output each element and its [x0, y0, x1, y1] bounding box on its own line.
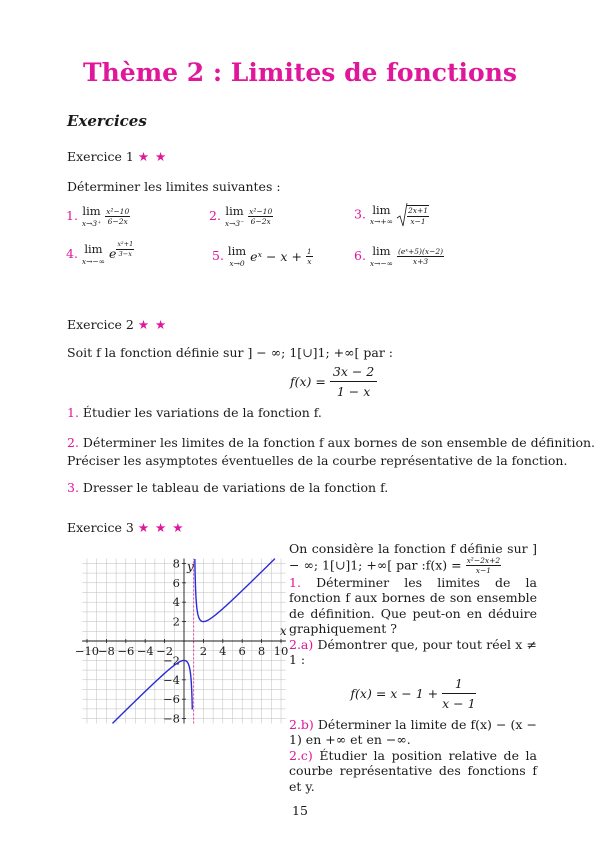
item-number: 1.	[66, 208, 78, 223]
expression: eˣ − x +	[250, 249, 302, 264]
function-graph	[62, 545, 289, 730]
exercise1-stars: ★ ★	[137, 149, 168, 164]
page-title: Thème 2 : Limites de fonctions	[83, 58, 517, 87]
y-tick-label: 4	[172, 595, 180, 610]
exercise3-title: Exercice 3	[67, 520, 134, 535]
y-axis-label: y	[187, 559, 194, 574]
exercise3-question-2a: 2.a) Démontrer que, pour tout réel x ≠ 1 :	[289, 636, 537, 667]
lim-operator: lim x→3⁻	[224, 204, 245, 228]
exercise2-title: Exercice 2	[67, 317, 134, 332]
exercise3-intro: On considère la fonction f définie sur ] − ∞; 1[∪]1; +∞[ par :f(x) = $\frac{\text{x²−2x+2}}{x-1}$	[289, 541, 537, 575]
item-number: 2.	[209, 208, 221, 223]
y-tick-label: 6	[172, 575, 180, 590]
x-tick-label: −8	[97, 644, 115, 658]
exercise1-heading	[67, 149, 167, 164]
fraction: $\frac{1}{x}$	[306, 246, 312, 266]
exponent-fraction: $\frac{\text{x²+1}}{3-x}$	[117, 240, 134, 258]
curve-branch-left	[112, 660, 192, 723]
exercise2-heading	[67, 317, 167, 332]
y-tick-label: −6	[163, 692, 180, 707]
exercise1-intro: Déterminer les limites suivantes :	[67, 179, 281, 194]
y-tick-label: 2	[172, 614, 180, 629]
exercise2-formula: f(x) = $\frac{3x - 2}{1 - x}$	[290, 364, 377, 399]
exp-base: e	[108, 246, 117, 261]
x-tick-label: 8	[257, 644, 266, 658]
lim-operator: lim x→3⁺	[81, 204, 102, 228]
x-tick-label: 10	[273, 644, 289, 658]
limit-item-3	[354, 203, 429, 227]
lim-operator: lim x→+∞	[369, 202, 393, 226]
exercise3-question-2c: 2.c) Étudier la position relative de la courbe représentative des fonctions f et y.	[289, 747, 537, 794]
exercise2-question-1: 1. Étudier les variations de la fonction f.	[67, 405, 322, 420]
x-tick-label: 4	[219, 644, 227, 658]
x-tick-label: −10	[74, 644, 100, 658]
item-number: 5.	[212, 248, 224, 263]
lim-operator: lim x→0	[227, 244, 247, 268]
formula-fraction: $\frac{3x - 2}{1 - x}$	[330, 364, 377, 399]
x-tick-label: 2	[199, 644, 208, 658]
sqrt-icon	[397, 203, 407, 227]
x-tick-label: 6	[238, 644, 246, 658]
exercise3-question-2b: 2.b) Déterminer la limite de f(x) − (x − 1) en +∞ et en −∞.	[289, 716, 537, 747]
limit-item-5	[212, 246, 313, 267]
limit-item-6	[354, 246, 444, 267]
exercise2-stars: ★ ★	[137, 317, 168, 332]
exercise3-text	[289, 541, 537, 794]
item-number: 6.	[354, 248, 366, 263]
exercise3-formula: f(x) = x − 1 + $\frac{1}{x - 1}$	[350, 675, 476, 711]
fraction: $\frac{\text{x²−10}}{6-2x}$	[249, 206, 273, 226]
item-number: 3.	[354, 206, 366, 222]
lim-operator: lim x→−∞	[369, 244, 393, 268]
curve-branch-right	[195, 559, 275, 622]
fraction: $\frac{\text{x²−10}}{6-2x}$	[106, 206, 130, 226]
fraction: $\frac{\text{(eˣ+5)(x−2)}}{x+3}$	[397, 246, 444, 266]
section-title: Exercices	[67, 112, 147, 130]
y-tick-label: −4	[163, 672, 180, 687]
limit-item-1	[66, 206, 130, 227]
y-tick-label: 8	[172, 556, 180, 571]
x-axis-label: x	[279, 624, 287, 638]
exercise3-heading	[67, 520, 184, 535]
x-tick-label: −6	[117, 644, 135, 658]
exercise3-question-1: 1. Déterminer les limites de la fonction f aux bornes de son ensemble de définition. Que peut-on en déduire graphiquement ?	[289, 574, 537, 636]
item-number: 4.	[66, 246, 78, 261]
y-tick-label: −2	[163, 653, 180, 668]
exercise2-question-2: 2. Déterminer les limites de la fonction f aux bornes de son ensemble de définition. Préciser les asymptotes éventuelles de la courbe représentative de la fonction.	[67, 435, 596, 468]
limit-item-2	[209, 206, 273, 227]
limit-item-4	[66, 240, 134, 266]
exercise3-stars: ★ ★ ★	[137, 520, 185, 535]
x-tick-label: −2	[156, 644, 174, 658]
x-tick-label: −4	[136, 644, 154, 658]
sqrt: $\frac{2x+1}{x-1}$	[397, 203, 429, 227]
exercise2-question-3: 3. Dresser le tableau de variations de la fonction f.	[67, 480, 389, 495]
lim-operator: lim x→−∞	[81, 242, 105, 266]
exercise2-intro: Soit f la fonction définie sur ] − ∞; 1[∪]1; +∞[ par :	[67, 345, 394, 360]
page-number: 15	[292, 803, 308, 818]
exercise1-title: Exercice 1	[67, 149, 134, 164]
y-tick-label: −8	[163, 711, 180, 726]
